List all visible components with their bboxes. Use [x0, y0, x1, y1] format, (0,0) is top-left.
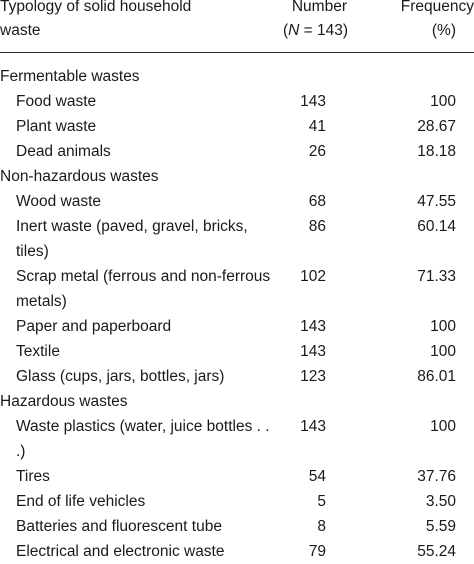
table-row [0, 114, 474, 139]
table-row [0, 314, 474, 339]
header-frequency-line1: Frequency [400, 0, 474, 15]
row-number: 26 [308, 143, 326, 160]
row-number: 8 [317, 518, 326, 535]
row-label: Scrap metal (ferrous and non-ferrous metals) [16, 268, 271, 310]
row-number: 143 [300, 318, 326, 335]
row-number: 86 [308, 218, 326, 235]
group-heading [0, 389, 474, 414]
header-rule [0, 52, 474, 53]
row-frequency: 5.59 [425, 518, 456, 535]
table-row [0, 264, 474, 314]
row-number: 143 [300, 343, 326, 360]
table-row [0, 89, 474, 114]
row-label: Inert waste (paved, gravel, bricks, tiles) [16, 218, 248, 260]
row-number: 143 [300, 418, 326, 435]
row-label: End of life vehicles [16, 493, 146, 510]
row-label: Waste plastics (water, juice bottles . . .) [16, 418, 270, 460]
row-frequency: 55.24 [417, 543, 456, 560]
row-frequency: 28.67 [417, 118, 456, 135]
table-row [0, 364, 474, 389]
row-label: Food waste [16, 93, 97, 110]
row-number: 54 [308, 468, 326, 485]
group-label: Fermentable wastes [0, 68, 140, 85]
group-heading [0, 164, 474, 189]
row-label: Wood waste [16, 193, 102, 210]
table-row [0, 214, 474, 264]
table-row [0, 464, 474, 489]
row-frequency: 18.18 [417, 143, 456, 160]
header-typology-line2: waste [0, 22, 41, 39]
row-number: 79 [308, 543, 326, 560]
row-frequency: 100 [430, 343, 456, 360]
table-row [0, 339, 474, 364]
row-frequency: 100 [430, 318, 456, 335]
group-label: Hazardous wastes [0, 393, 128, 410]
table-row [0, 489, 474, 514]
row-number: 123 [300, 368, 326, 385]
row-number: 143 [300, 93, 326, 110]
row-number: 41 [308, 118, 326, 135]
row-label: Paper and paperboard [16, 318, 172, 335]
header-number-line1: Number [291, 0, 347, 15]
row-label: Dead animals [16, 143, 111, 160]
row-label: Batteries and fluorescent tube [16, 518, 222, 535]
row-number: 5 [317, 493, 326, 510]
row-frequency: 71.33 [417, 268, 456, 285]
group-label: Non-hazardous wastes [0, 168, 159, 185]
table-body [0, 64, 474, 564]
table-row [0, 139, 474, 164]
row-label: Tires [16, 468, 50, 485]
row-frequency: 47.55 [417, 193, 456, 210]
table-row [0, 189, 474, 214]
row-number: 68 [308, 193, 326, 210]
table-row [0, 539, 474, 564]
row-frequency: 60.14 [417, 218, 456, 235]
row-frequency: 100 [430, 418, 456, 435]
table-row [0, 414, 474, 464]
row-label: Glass (cups, jars, bottles, jars) [16, 368, 225, 385]
header-typology-line1: Typology of solid household [0, 0, 192, 15]
row-number: 102 [300, 268, 326, 285]
header-number-line2: (N = 143) [282, 22, 348, 39]
row-frequency: 100 [430, 93, 456, 110]
header-frequency-line2: (%) [431, 22, 456, 39]
row-frequency: 3.50 [425, 493, 456, 510]
table-header [0, 0, 474, 47]
row-label: Textile [16, 343, 60, 360]
group-heading [0, 64, 474, 89]
row-label: Plant waste [16, 118, 97, 135]
row-frequency: 86.01 [417, 368, 456, 385]
row-label: Electrical and electronic waste [16, 543, 225, 560]
row-frequency: 37.76 [417, 468, 456, 485]
table-row [0, 514, 474, 539]
